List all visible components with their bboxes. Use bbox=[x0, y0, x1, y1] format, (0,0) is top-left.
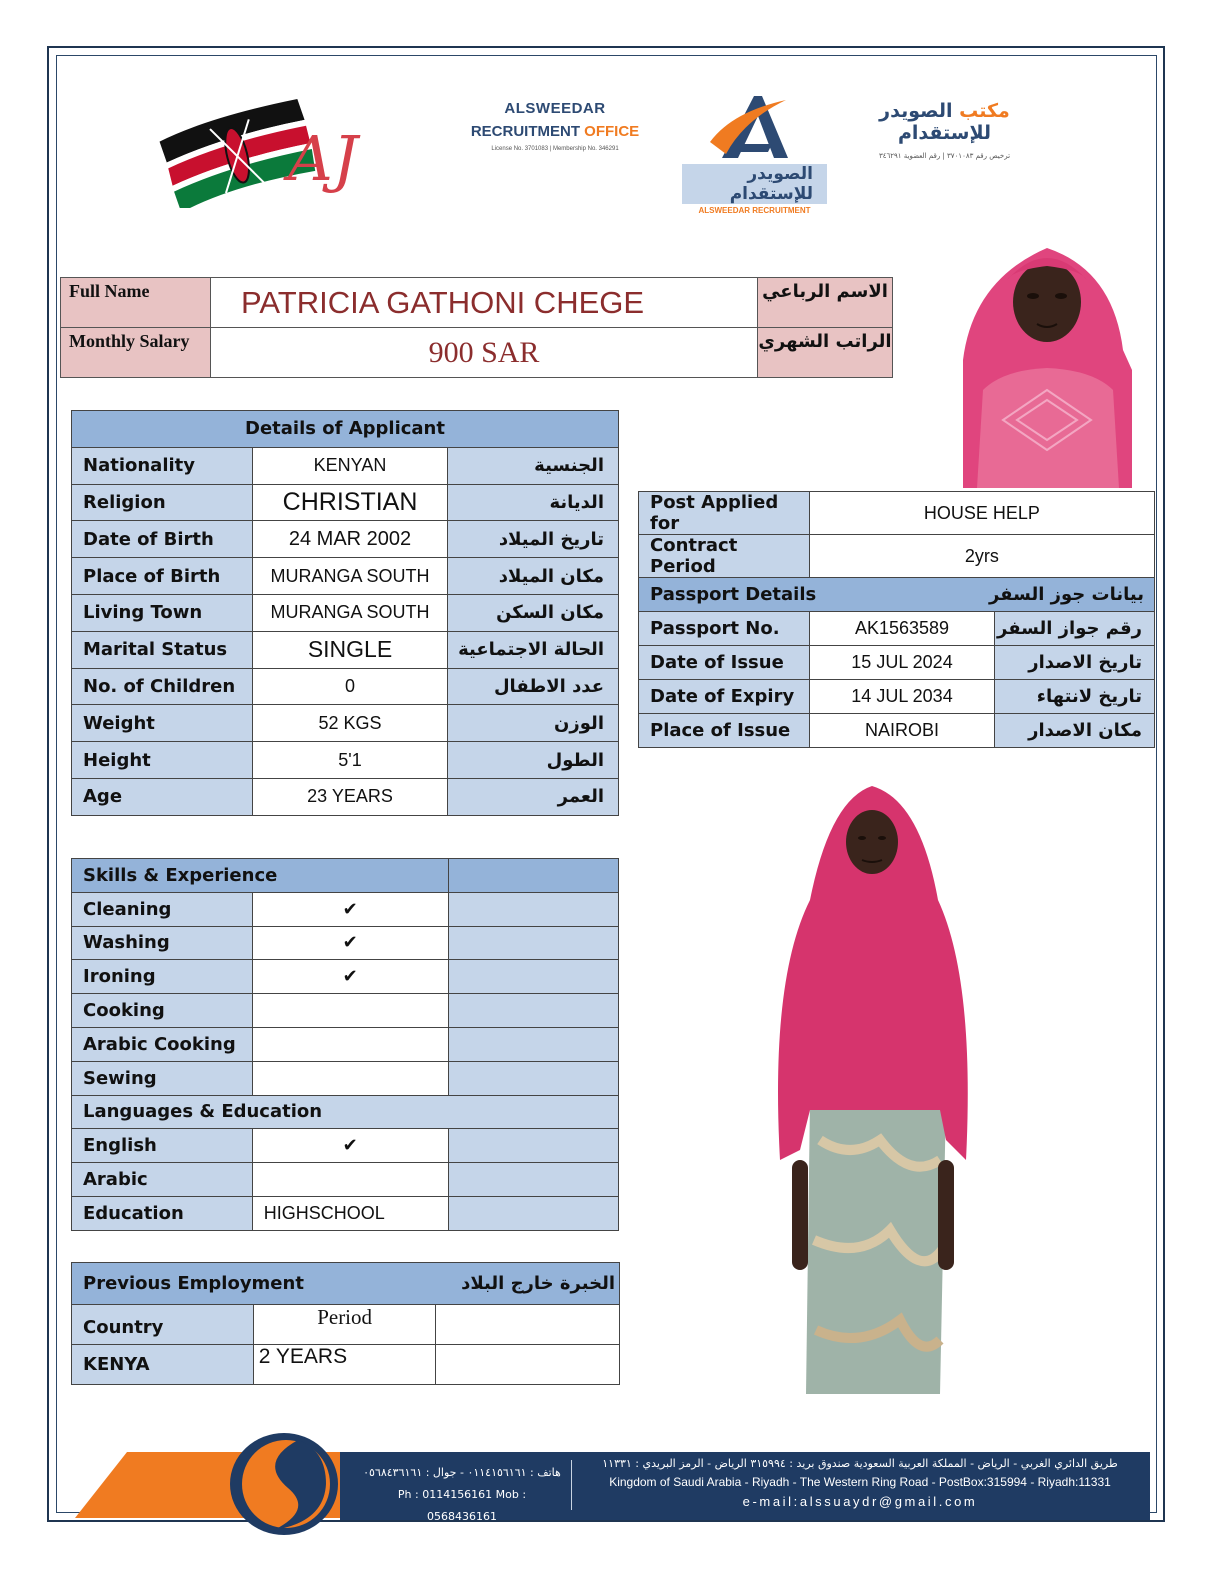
nationality-value: KENYAN bbox=[252, 447, 448, 484]
skill-ironing-check: ✔ bbox=[252, 960, 448, 994]
kenya-flag-logo bbox=[158, 88, 370, 208]
skill-ironing-extra bbox=[448, 960, 618, 994]
table-row bbox=[639, 714, 1155, 748]
skill-arabic-cooking-extra bbox=[448, 1027, 618, 1061]
footer-phones bbox=[362, 1462, 562, 1528]
previous-employment-table bbox=[71, 1262, 620, 1385]
table-row bbox=[72, 926, 619, 960]
marital-status-label: Marital Status bbox=[72, 631, 253, 668]
english-extra bbox=[448, 1129, 618, 1163]
full-name-label-ar: الاسم الرباعي bbox=[758, 278, 893, 328]
period-label: Period bbox=[253, 1305, 436, 1345]
table-row bbox=[72, 1196, 619, 1230]
weight-label-ar: الوزن bbox=[448, 705, 619, 742]
office-logo-ar-license: ترخيص رقم ٣٧٠١٠٨٣ | رقم العضوية ٣٤٦٢٩١ bbox=[878, 152, 1011, 160]
religion-value: CHRISTIAN bbox=[252, 484, 448, 521]
age-label: Age bbox=[72, 778, 253, 815]
education-extra bbox=[448, 1196, 618, 1230]
skill-washing-extra bbox=[448, 926, 618, 960]
skill-cleaning-extra bbox=[448, 892, 618, 926]
table-row bbox=[72, 1061, 619, 1095]
a-mark-icon bbox=[682, 92, 827, 164]
salary-label: Monthly Salary bbox=[61, 328, 211, 378]
table-row bbox=[639, 612, 1155, 646]
footer-phone-en: Ph : 0114156161 Mob : 0568436161 bbox=[397, 1488, 527, 1523]
passport-details-title-ar: بيانات جوز السفر bbox=[988, 584, 1144, 605]
table-row bbox=[72, 484, 619, 521]
weight-label: Weight bbox=[72, 705, 253, 742]
issue-date-value: 15 JUL 2024 bbox=[809, 646, 995, 680]
skill-cleaning-label: Cleaning bbox=[72, 892, 253, 926]
skill-sewing-label: Sewing bbox=[72, 1061, 253, 1095]
place-of-birth-label: Place of Birth bbox=[72, 558, 253, 595]
table-row bbox=[639, 646, 1155, 680]
office-logo-license: License No. 3701083 | Membership No. 346291 bbox=[491, 146, 619, 152]
issue-date-label-ar: تاريخ الاصدار bbox=[995, 646, 1155, 680]
post-passport-table bbox=[638, 491, 1155, 748]
arabic-check bbox=[252, 1163, 448, 1197]
table-row bbox=[72, 778, 619, 815]
children-value: 0 bbox=[252, 668, 448, 705]
post-applied-value: HOUSE HELP bbox=[809, 492, 1154, 535]
monogram-text: AJ bbox=[288, 122, 358, 195]
nationality-label-ar: الجنسية bbox=[448, 447, 619, 484]
skill-sewing-check bbox=[252, 1061, 448, 1095]
nationality-label: Nationality bbox=[72, 447, 253, 484]
dob-value: 24 MAR 2002 bbox=[252, 521, 448, 558]
table-row bbox=[72, 994, 619, 1028]
footer-phone-ar: هاتف : ٠١١٤١٥٦١٦١ - جوال : ٠٥٦٨٤٣٦١٦١ bbox=[363, 1466, 561, 1479]
place-of-birth-value: MURANGA SOUTH bbox=[252, 558, 448, 595]
full-name-label: Full Name bbox=[61, 278, 211, 328]
office-logo-line2: RECRUITMENT OFFICE bbox=[470, 123, 640, 140]
office-logo-ar bbox=[842, 100, 1047, 160]
table-row bbox=[72, 558, 619, 595]
prev-extra-2 bbox=[436, 1345, 620, 1385]
footer-circle-logo bbox=[228, 1432, 340, 1536]
applicant-portrait-photo bbox=[963, 240, 1132, 488]
skill-ironing-label: Ironing bbox=[72, 960, 253, 994]
education-label: Education bbox=[72, 1196, 253, 1230]
previous-employment-title: Previous Employment bbox=[83, 1273, 304, 1294]
table-row bbox=[72, 631, 619, 668]
table-row bbox=[72, 705, 619, 742]
salary-value: 900 SAR bbox=[211, 328, 758, 378]
table-row bbox=[72, 892, 619, 926]
post-applied-label: Post Applied for bbox=[639, 492, 810, 535]
passport-no-value: AK1563589 bbox=[809, 612, 995, 646]
office-logo-line1: ALSWEEDAR bbox=[504, 100, 606, 117]
height-label: Height bbox=[72, 742, 253, 779]
period-value: 2 YEARS bbox=[253, 1345, 436, 1385]
place-of-issue-label-ar: مكان الاصدار bbox=[995, 714, 1155, 748]
children-label-ar: عدد الاطفال bbox=[448, 668, 619, 705]
passport-no-label-ar: رقم جواز السفر bbox=[995, 612, 1155, 646]
passport-details-header bbox=[639, 578, 1155, 612]
issue-date-label: Date of Issue bbox=[639, 646, 810, 680]
english-check: ✔ bbox=[252, 1129, 448, 1163]
table-row bbox=[72, 1305, 620, 1345]
skill-cooking-extra bbox=[448, 994, 618, 1028]
table-row bbox=[72, 1027, 619, 1061]
applicant-details-table bbox=[71, 410, 619, 816]
education-value: HIGHSCHOOL bbox=[252, 1196, 448, 1230]
table-row bbox=[639, 578, 1155, 612]
living-town-label: Living Town bbox=[72, 594, 253, 631]
office-logo-ar-name: مكتب الصويدر للإستقدام bbox=[879, 100, 1010, 144]
table-row bbox=[639, 535, 1155, 578]
place-of-issue-label: Place of Issue bbox=[639, 714, 810, 748]
expiry-date-label-ar: تاريخ لانتهاء bbox=[995, 680, 1155, 714]
a-mark-logo bbox=[682, 92, 827, 215]
contract-period-label: Contract Period bbox=[639, 535, 810, 578]
details-title: Details of Applicant bbox=[72, 411, 619, 448]
expiry-date-label: Date of Expiry bbox=[639, 680, 810, 714]
table-row bbox=[72, 447, 619, 484]
office-logo-en bbox=[460, 100, 650, 170]
height-label-ar: الطول bbox=[448, 742, 619, 779]
footer-divider bbox=[571, 1460, 572, 1510]
table-row bbox=[72, 960, 619, 994]
skill-washing-check: ✔ bbox=[252, 926, 448, 960]
table-row bbox=[72, 1129, 619, 1163]
religion-label: Religion bbox=[72, 484, 253, 521]
footer-email[interactable]: e-mail:alssuaydr@gmail.com bbox=[742, 1494, 978, 1509]
age-value: 23 YEARS bbox=[252, 778, 448, 815]
country-value: KENYA bbox=[72, 1345, 254, 1385]
skill-cooking-label: Cooking bbox=[72, 994, 253, 1028]
height-value: 5'1 bbox=[252, 742, 448, 779]
place-of-issue-value: NAIROBI bbox=[809, 714, 995, 748]
religion-label-ar: الديانة bbox=[448, 484, 619, 521]
skill-washing-label: Washing bbox=[72, 926, 253, 960]
place-of-birth-label-ar: مكان الميلاد bbox=[448, 558, 619, 595]
skill-cleaning-check: ✔ bbox=[252, 892, 448, 926]
table-row bbox=[72, 668, 619, 705]
previous-employment-header bbox=[72, 1263, 620, 1305]
a-logo-english: ALSWEEDAR RECRUITMENT bbox=[698, 206, 811, 215]
english-label: English bbox=[72, 1129, 253, 1163]
country-label: Country bbox=[72, 1305, 254, 1345]
age-label-ar: العمر bbox=[448, 778, 619, 815]
a-logo-arabic: الصويدر للإستقدام bbox=[682, 164, 827, 204]
passport-details-title: Passport Details bbox=[650, 584, 817, 605]
previous-employment-title-ar: الخبرة خارج البلاد bbox=[461, 1273, 615, 1294]
skills-table bbox=[71, 858, 619, 1231]
marital-status-value: SINGLE bbox=[252, 631, 448, 668]
skill-arabic-cooking-check bbox=[252, 1027, 448, 1061]
footer-address-ar: طريق الدائري الغربي - الرياض - المملكة العربية السعودية صندوق بريد : ٣١٥٩٩٤ الرياض - الرمز البريدي : ١١٣٣١ bbox=[602, 1457, 1118, 1470]
table-row bbox=[72, 1163, 619, 1197]
living-town-value: MURANGA SOUTH bbox=[252, 594, 448, 631]
table-row bbox=[639, 492, 1155, 535]
table-row bbox=[72, 1345, 620, 1385]
arabic-extra bbox=[448, 1163, 618, 1197]
table-row bbox=[72, 594, 619, 631]
contract-period-value: 2yrs bbox=[809, 535, 1154, 578]
footer-address bbox=[580, 1454, 1140, 1511]
living-town-label-ar: مكان السكن bbox=[448, 594, 619, 631]
expiry-date-value: 14 JUL 2034 bbox=[809, 680, 995, 714]
dob-label: Date of Birth bbox=[72, 521, 253, 558]
marital-status-label-ar: الحالة الاجتماعية bbox=[448, 631, 619, 668]
dob-label-ar: تاريخ الميلاد bbox=[448, 521, 619, 558]
skills-title: Skills & Experience bbox=[72, 859, 449, 893]
table-row bbox=[72, 742, 619, 779]
skills-header-blank bbox=[448, 859, 618, 893]
weight-value: 52 KGS bbox=[252, 705, 448, 742]
footer-address-en: Kingdom of Saudi Arabia - Riyadh - The Western Ring Road - PostBox:315994 - Riyadh:11331 bbox=[609, 1475, 1111, 1489]
skill-sewing-extra bbox=[448, 1061, 618, 1095]
languages-title: Languages & Education bbox=[72, 1095, 619, 1129]
table-row bbox=[639, 680, 1155, 714]
name-salary-table bbox=[60, 277, 893, 378]
table-row bbox=[72, 521, 619, 558]
passport-no-label: Passport No. bbox=[639, 612, 810, 646]
applicant-full-body-photo bbox=[770, 780, 975, 1394]
skill-arabic-cooking-label: Arabic Cooking bbox=[72, 1027, 253, 1061]
skill-cooking-check bbox=[252, 994, 448, 1028]
salary-label-ar: الراتب الشهري bbox=[758, 328, 893, 378]
children-label: No. of Children bbox=[72, 668, 253, 705]
arabic-label: Arabic bbox=[72, 1163, 253, 1197]
prev-extra-1 bbox=[436, 1305, 620, 1345]
full-name-value: PATRICIA GATHONI CHEGE bbox=[211, 278, 758, 328]
